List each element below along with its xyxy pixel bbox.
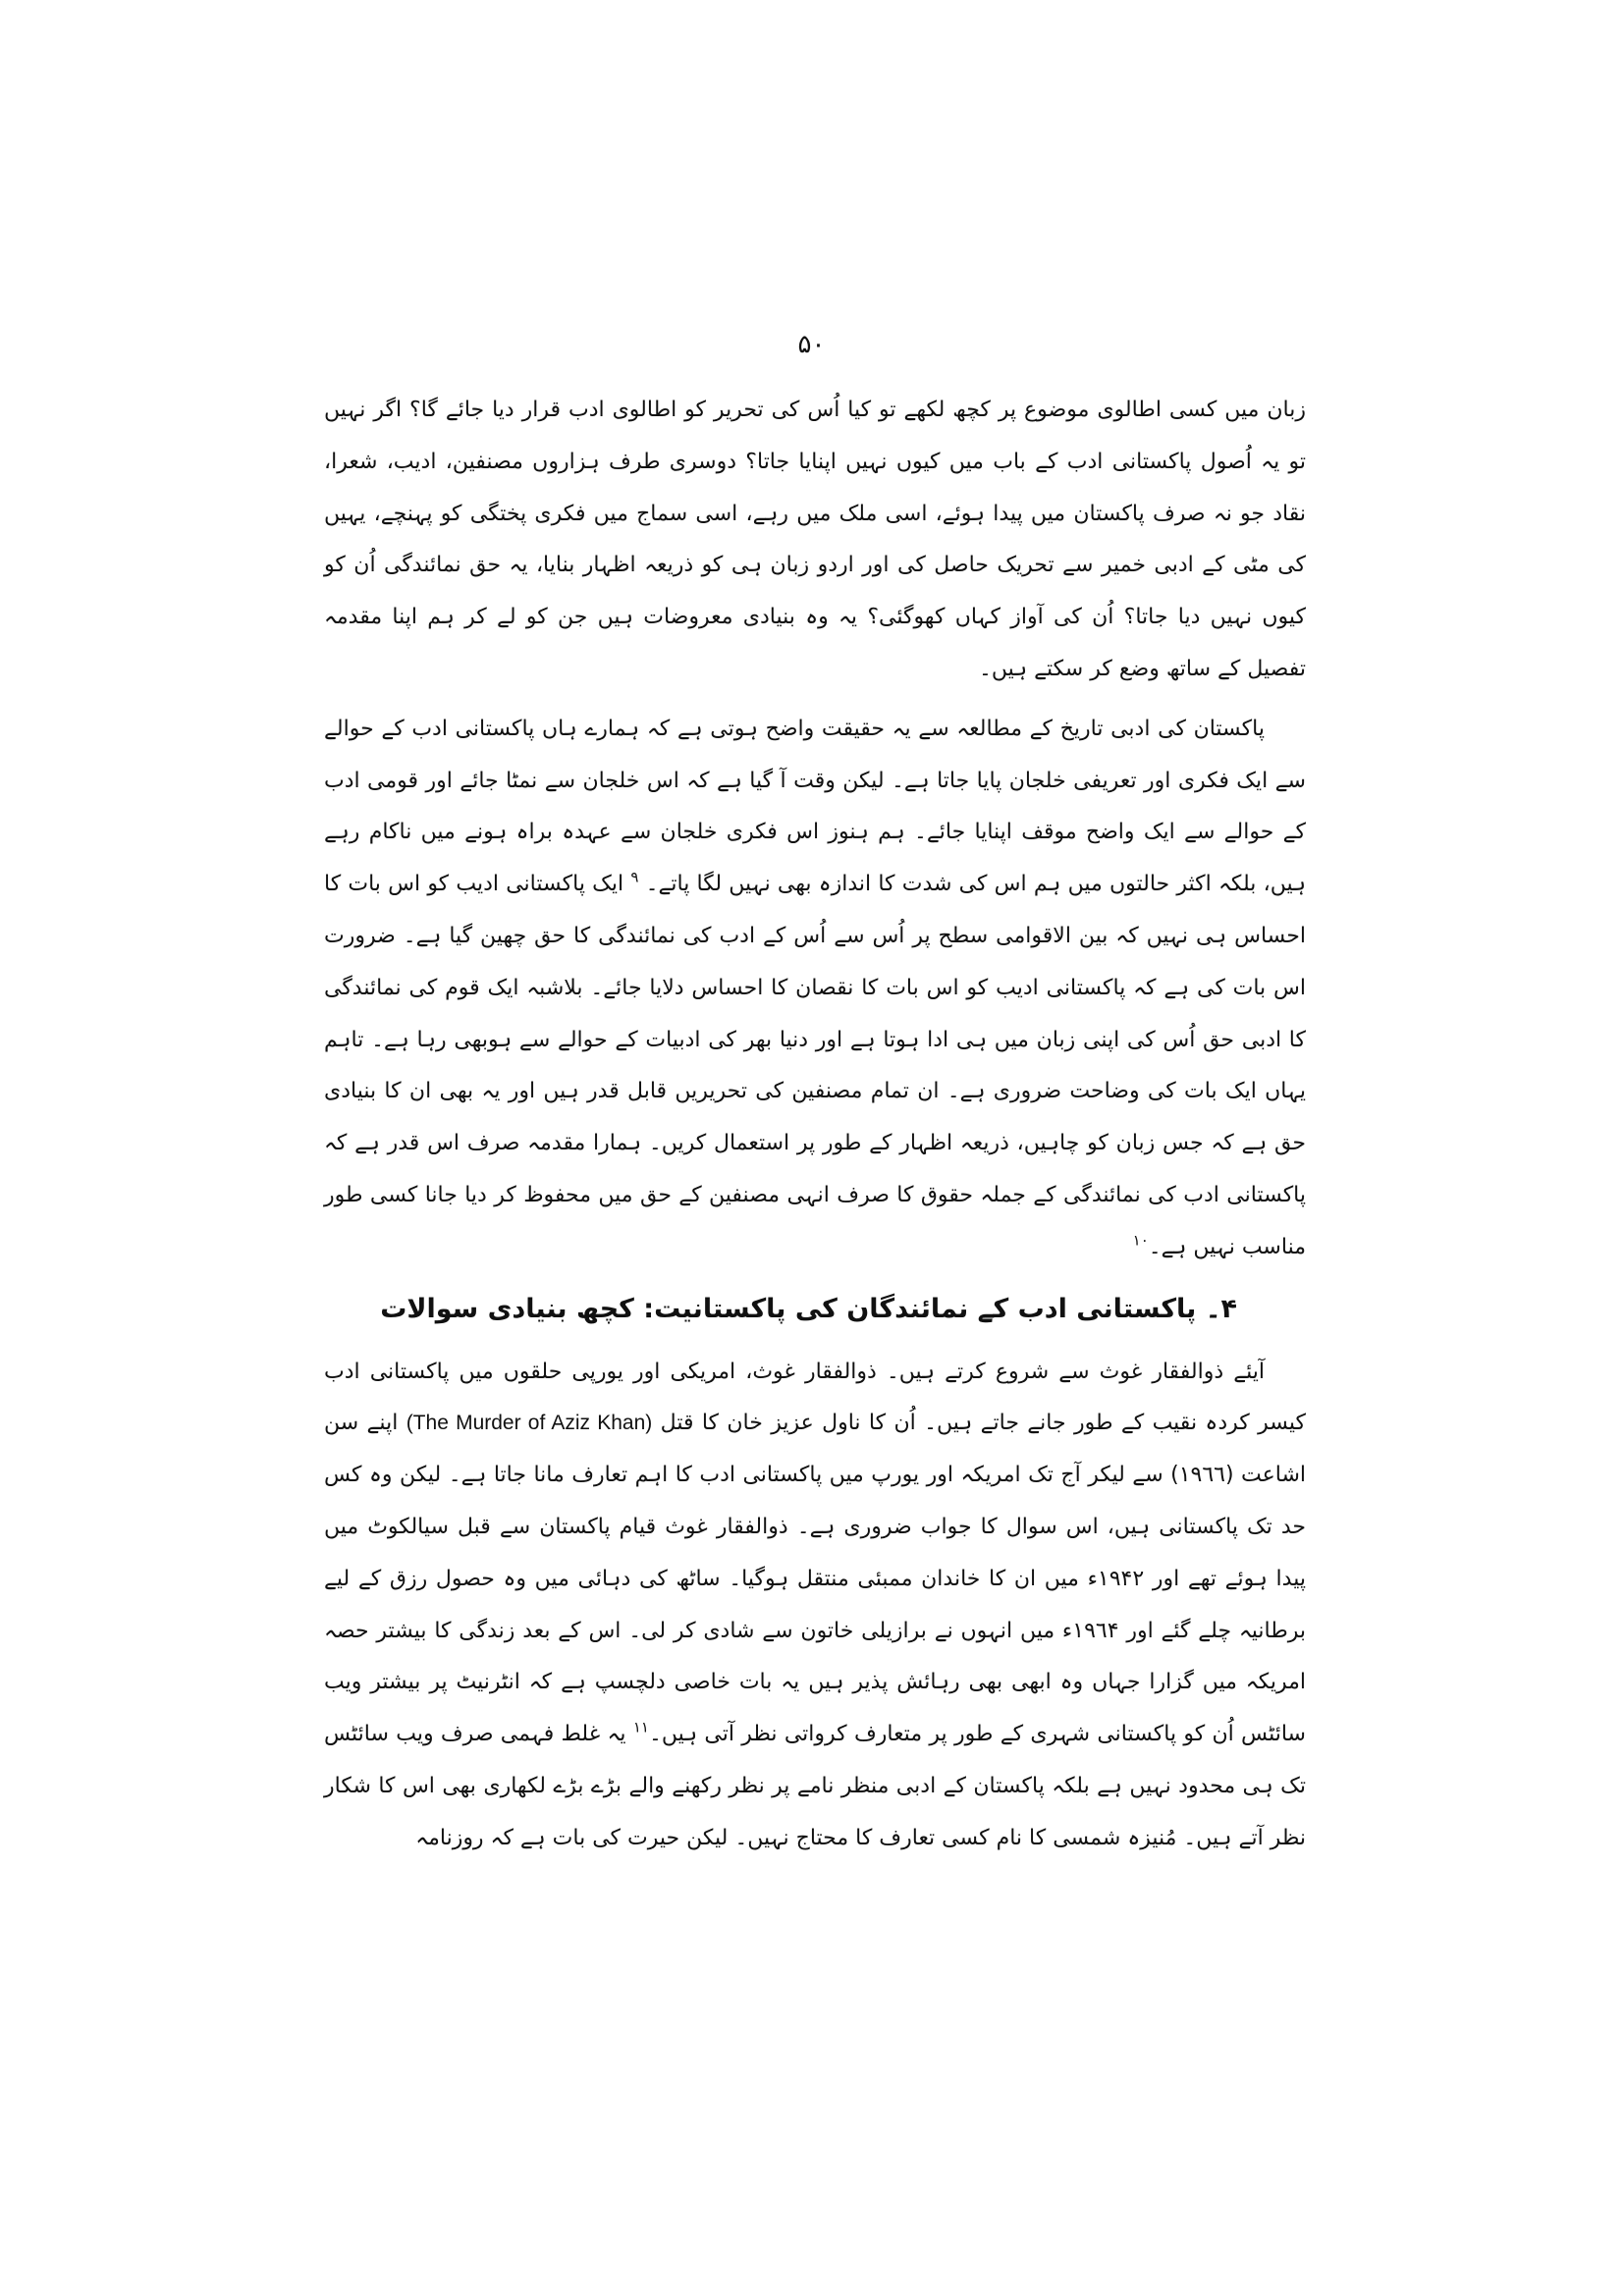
- paragraph-2: [324, 704, 1306, 1274]
- paragraph-2-text: پاکستان کی ادبی تاریخ کے مطالعہ سے یہ حقیقت واضح ہوتی ہے کہ ہمارے ہاں پاکستانی ادب کے حوالے سے ایک فکری اور تعریفی خلجان پایا جاتا ہے۔ لیکن وقت آ گیا ہے کہ اس خلجان سے نمٹا جائے اور قومی ادب کے حوالے سے ایک واضح موقف اپنایا جائے۔ ہم ہنوز اس فکری خلجان سے عہدہ براہ ہونے میں ناکام رہے ہیں، بلکہ اکثر حالتوں میں ہم اس کی شدت کا اندازہ بھی نہیں لگا پاتے۔: [324, 716, 1306, 897]
- paragraph-3-text: آیئے ذوالفقار غوث سے شروع کرتے ہیں۔ ذوالفقار غوث، امریکی اور یورپی حلقوں میں پاکستانی ادب کیسر کردہ نقیب کے طور جانے جاتے ہیں۔ اُن کا ناول عزیز خان کا قتل: [324, 1359, 1306, 1436]
- paragraph-1-text: زبان میں کسی اطالوی موضوع پر کچھ لکھے تو کیا اُس کی تحریر کو اطالوی ادب قرار دیا جائے گا؟ اگر نہیں تو یہ اُصول پاکستانی ادب کے باب میں کیوں نہیں اپنایا جاتا؟ دوسری طرف ہزاروں مصنفین، ادیب، شعرا، نقاد جو نہ صرف پاکستان میں پیدا ہوئے، اسی ملک میں رہے، اسی سماج میں فکری پختگی کو پہنچے، یہیں کی مٹی کے ادبی خمیر سے تحریک حاصل کی اور اردو زبان ہی کو ذریعہ اظہار بنایا، یہ حق نمائندگی اُن کو کیوں نہیں دیا جاتا؟ اُن کی آواز کہاں کھوگئی؟ یہ وہ بنیادی معروضات ہیں جن کو لے کر ہم اپنا مقدمہ تفصیل کے ساتھ وضع کر سکتے ہیں۔: [324, 398, 1306, 681]
- paragraph-3: [324, 1347, 1306, 1865]
- document-body: [324, 385, 1306, 1873]
- page-number: ۵۰: [797, 330, 826, 359]
- footnote-marker-9: ۹: [630, 868, 639, 886]
- paragraph-1: [324, 385, 1306, 696]
- section-heading: ۴۔ پاکستانی ادب کے نمائندگان کی پاکستانیت: کچھ بنیادی سوالات: [380, 1293, 1237, 1324]
- paragraph-2-continued: ایک پاکستانی ادیب کو اس بات کا احساس ہی نہیں کہ بین الاقوامی سطح پر اُس سے اُس کے ادب کی نمائندگی کا حق چھین گیا ہے۔ ضرورت اس بات کی ہے کہ پاکستانی ادیب کو اس بات کا نقصان کا احساس دلایا جائے۔ بلاشبہ ایک قوم کی نمائندگی کا ادبی حق اُس کی اپنی زبان میں ہی ادا ہوتا ہے اور دنیا بھر کی ادبیات کے حوالے سے ہوبھی رہا ہے۔ تاہم یہاں ایک بات کی وضاحت ضروری ہے۔ ان تمام مصنفین کی تحریریں قابل قدر ہیں اور یہ بھی ان کا بنیادی حق ہے کہ جس زبان کو چاہیں، ذریعہ اظہار کے طور پر استعمال کریں۔ ہمارا مقدمہ صرف اس قدر ہے کہ پاکستانی ادب کی نمائندگی کے جملہ حقوق کا صرف انہی مصنفین کے حق میں محفوظ کر دیا جانا کسی طور مناسب نہیں ہے۔: [324, 872, 1306, 1259]
- paragraph-3-ending: یہ غلط فہمی صرف ویب سائٹس تک ہی محدود نہیں ہے بلکہ پاکستان کے ادبی منظر نامے پر نظر رکھنے والے بڑے بڑے لکھاری بھی اس کا شکار نظر آتے ہیں۔ مُنیزہ شمسی کا نام کسی تعارف کا محتاج نہیں۔ لیکن حیرت کی بات ہے کہ روزنامہ: [324, 1722, 1306, 1850]
- footnote-marker-10: ۱۰: [1132, 1231, 1149, 1250]
- footnote-marker-11: ۱۱: [632, 1718, 649, 1736]
- english-book-title: (The Murder of Aziz Khan): [406, 1412, 653, 1435]
- paragraph-3-continued: اپنے سن اشاعت (۱۹٦٦) سے لیکر آج تک امریکہ اور یورپ میں پاکستانی ادب کا اہم تعارف مانا جاتا ہے۔ لیکن وہ کس حد تک پاکستانی ہیں، اس سوال کا جواب ضروری ہے۔ ذوالفقار غوث قیام پاکستان سے قبل سیالکوٹ میں پیدا ہوئے تھے اور ۱۹۴۲ء میں ان کا خاندان ممبئی منتقل ہوگیا۔ ساٹھ کی دہائی میں وہ حصول رزق کے لیے برطانیہ چلے گئے اور ۱۹٦۴ء میں انہوں نے برازیلی خاتون سے شادی کر لی۔ اس کے بعد زندگی کا بیشتر حصہ امریکہ میں گزارا جہاں وہ ابھی بھی رہائش پذیر ہیں یہ بات خاصی دلچسپ ہے کہ انٹرنیٹ پر بیشتر ویب سائٹس اُن کو پاکستانی شہری کے طور پر متعارف کرواتی نظر آتی ہیں۔: [324, 1411, 1306, 1747]
